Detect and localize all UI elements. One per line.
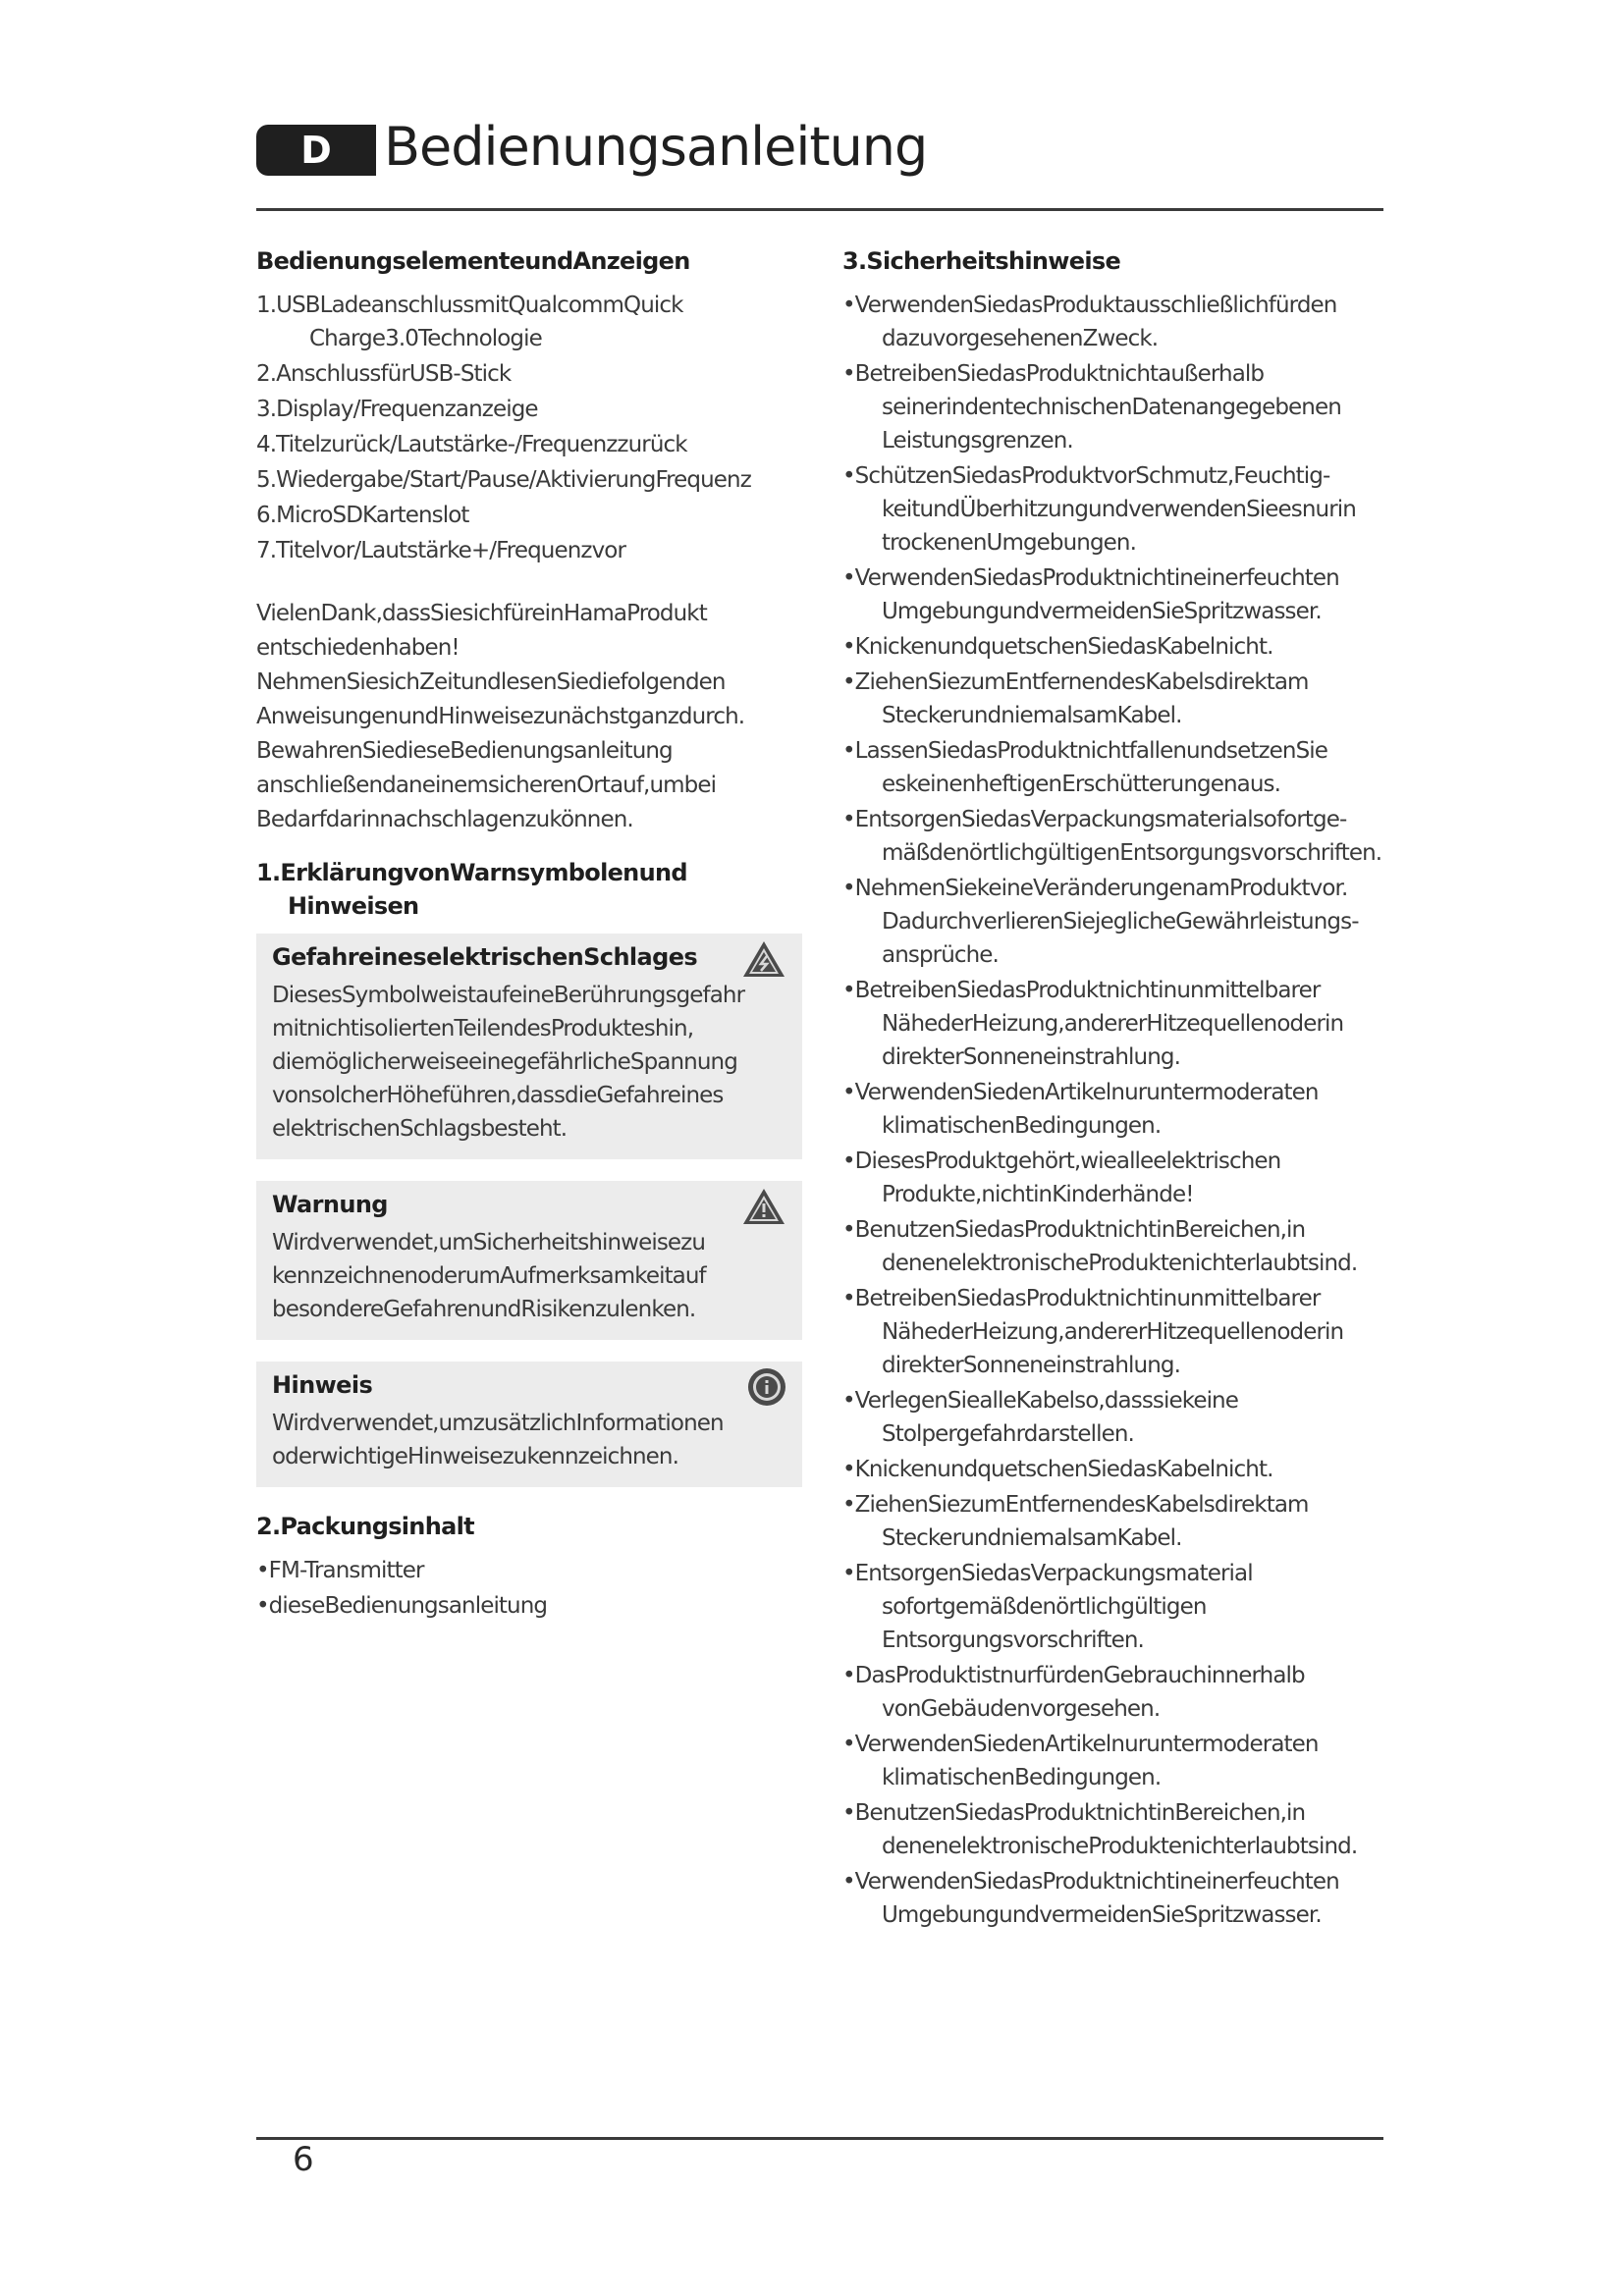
list-item-text: 7.Titelvor/Lautstärke+/Frequenzvor [256, 538, 626, 563]
list-item-text: VerwendenSiedasProduktnichtineinerfeuchten [854, 565, 1339, 591]
package-list [256, 1554, 802, 1623]
list-item-text: 2.AnschlussfürUSB-Stick [256, 361, 512, 387]
list-item-text: DasProduktistnurfürdenGebrauchinnerhalb [854, 1663, 1305, 1688]
intro-line: anschließendaneinemsicherenOrtauf,umbei [256, 773, 717, 798]
list-item: •VerwendenSiedenArtikelnuruntermoderaten klimatischenBedingungen. [842, 1076, 1383, 1143]
list-item-text: VerlegenSiealleKabelso,dasssiekeine [854, 1388, 1238, 1414]
list-item-continuation: Entsorgungsvorschriften. [882, 1628, 1144, 1653]
list-item-text: EntsorgenSiedasVerpackungsmaterial [854, 1561, 1253, 1586]
list-item-text: BenutzenSiedasProduktnichtinBereichen,in [854, 1217, 1306, 1243]
list-item-continuation: klimatischenBedingungen. [882, 1113, 1162, 1139]
list-item [256, 289, 802, 355]
list-item: •ZiehenSiezumEntfernendesKabelsdirektam SteckerundniemalsamKabel. [842, 666, 1383, 732]
list-item: •BetreibenSiedasProduktnichtinunmittelbarer NähederHeizung,andererHitzequellenoderin direkterSonneneinstrahlung. [842, 1282, 1383, 1382]
list-item-continuation: Leistungsgrenzen. [882, 428, 1073, 454]
list-item-continuation: ansprüche. [882, 942, 999, 968]
list-item-continuation: UmgebungundvermeidenSieSpritzwasser. [882, 1902, 1322, 1928]
section2-heading: 2.Packungsinhalt [256, 1513, 474, 1540]
list-item-continuation: klimatischenBedingungen. [882, 1765, 1162, 1790]
box-line: mitnichtisoliertenTeilendesProdukteshin, [272, 1016, 694, 1041]
danger-box-text [272, 979, 786, 1146]
list-item-continuation: eskeinenheftigenErschütterungenaus. [882, 772, 1280, 797]
list-item: •VerwendenSiedasProduktnichtineinerfeuchten UmgebungundvermeidenSieSpritzwasser. [842, 561, 1383, 628]
list-item-text: VerwendenSiedasProduktausschließlichfürden [854, 293, 1337, 318]
list-item-text: BetreibenSiedasProduktnichtinunmittelbarer [854, 1286, 1321, 1311]
list-item-text: VerwendenSiedenArtikelnuruntermoderaten [854, 1732, 1319, 1757]
list-item: •SchützenSiedasProduktvorSchmutz,Feuchtig- keitundÜberhitzungundverwendenSieesnurin trockenenUmgebungen. [842, 459, 1383, 560]
list-item-continuation: dazuvorgesehenenZweck. [882, 326, 1159, 351]
language-badge: D [256, 125, 376, 176]
list-item-continuation: SteckerundniemalsamKabel. [882, 703, 1182, 728]
list-item-text: BetreibenSiedasProduktnichtaußerhalb [854, 361, 1265, 387]
list-item-text: 4.Titelzurück/Lautstärke-/Frequenzzurück [256, 432, 687, 457]
section3-heading: 3.Sicherheitshinweise [842, 247, 1121, 275]
list-item-text: 6.MicroSDKartenslot [256, 503, 469, 528]
list-item-continuation: trockenenUmgebungen. [882, 530, 1137, 556]
footer-rule [256, 2137, 1383, 2140]
warning-triangle-icon [741, 1187, 786, 1226]
intro-line: Bedarfdarinnachschlagenzukönnen. [256, 807, 633, 832]
list-item [256, 428, 802, 461]
list-item: •EntsorgenSiedasVerpackungsmaterialsofortge- mäßdenörtlichgültigenEntsorgungsvorschriften. [842, 803, 1383, 870]
list-item-text: BenutzenSiedasProduktnichtinBereichen,in [854, 1800, 1306, 1826]
list-item-text: NehmenSiekeineVeränderungenamProduktvor. [854, 876, 1348, 901]
intro-paragraph [256, 597, 802, 837]
intro-line: NehmenSiesichZeitundlesenSiediefolgenden [256, 669, 726, 695]
list-item: •DasProduktistnurfürdenGebrauchinnerhalb vonGebäudenvorgesehen. [842, 1659, 1383, 1726]
list-item-text: 3.Display/Frequenzanzeige [256, 397, 538, 422]
list-item-text: ZiehenSiezumEntfernendesKabelsdirektam [854, 669, 1309, 695]
list-item: •LassenSiedasProduktnichtfallenundsetzenSie eskeinenheftigenErschütterungenaus. [842, 734, 1383, 801]
controls-list [256, 289, 802, 567]
list-item-text: SchützenSiedasProduktvorSchmutz,Feuchtig- [854, 463, 1330, 489]
list-item [256, 357, 802, 391]
list-item: •BetreibenSiedasProduktnichtinunmittelbarer NähederHeizung,andererHitzequellenoderin direkterSonneneinstrahlung. [842, 974, 1383, 1074]
list-item-text: 1.USBLadeanschlussmitQualcommQuick [256, 293, 683, 318]
list-item-text: VerwendenSiedasProduktnichtineinerfeuchten [854, 1869, 1339, 1895]
box-line: elektrischenSchlagsbesteht. [272, 1116, 568, 1142]
page-header [256, 116, 1383, 214]
list-item-text: KnickenundquetschenSiedasKabelnicht. [854, 634, 1273, 660]
list-item-continuation: NähederHeizung,andererHitzequellenoderin [882, 1319, 1344, 1345]
list-item: •BenutzenSiedasProduktnichtinBereichen,in denenelektronischeProduktenichterlaubtsind. [842, 1213, 1383, 1280]
list-item-continuation: Produkte,nichtinKinderhände! [882, 1182, 1194, 1207]
list-item: •VerwendenSiedasProduktausschließlichfürden dazuvorgesehenenZweck. [842, 289, 1383, 355]
note-box-title: Hinweis [272, 1371, 373, 1399]
note-box-text [272, 1407, 786, 1473]
box-line: oderwichtigeHinweisezukennzeichnen. [272, 1444, 679, 1469]
list-item-text: FM-Transmitter [268, 1558, 424, 1583]
warning-box-title: Warnung [272, 1191, 388, 1218]
list-item-continuation: NähederHeizung,andererHitzequellenoderin [882, 1011, 1344, 1037]
list-item: •KnickenundquetschenSiedasKabelnicht. [842, 634, 1273, 660]
danger-box-title: GefahreineselektrischenSchlages [272, 943, 698, 971]
list-item-continuation: Charge3.0Technologie [309, 326, 542, 351]
list-item: •NehmenSiekeineVeränderungenamProduktvor. DadurchverlierenSiejeglicheGewährleistungs- ansprüche. [842, 872, 1383, 972]
list-item-text: VerwendenSiedenArtikelnuruntermoderaten [854, 1080, 1319, 1105]
warning-box-text [272, 1226, 786, 1326]
document-title: Bedienungsanleitung [384, 116, 928, 178]
list-item-continuation: DadurchverlierenSiejeglicheGewährleistungs- [882, 909, 1359, 934]
list-item: •BenutzenSiedasProduktnichtinBereichen,in denenelektronischeProduktenichterlaubtsind. [842, 1796, 1383, 1863]
intro-line: entschiedenhaben! [256, 635, 460, 661]
box-line: DiesesSymbolweistaufeineBerührungsgefahr [272, 983, 745, 1008]
list-item: •ZiehenSiezumEntfernendesKabelsdirektam SteckerundniemalsamKabel. [842, 1488, 1383, 1555]
list-item-continuation: vonGebäudenvorgesehen. [882, 1696, 1161, 1722]
list-item: •DiesesProduktgehört,wiealleelektrischen Produkte,nichtinKinderhände! [842, 1145, 1383, 1211]
list-item: •BetreibenSiedasProduktnichtaußerhalb seinerindentechnischenDatenangegebenen Leistungsgrenzen. [842, 357, 1383, 457]
list-item-continuation: keitundÜberhitzungundverwendenSieesnurin [882, 497, 1356, 522]
list-item-text: LassenSiedasProduktnichtfallenundsetzenSie [854, 738, 1328, 764]
section1-heading-cont: Hinweisen [288, 892, 419, 920]
list-item-text: ZiehenSiezumEntfernendesKabelsdirektam [854, 1492, 1309, 1518]
box-line: kennzeichnenoderumAufmerksamkeitauf [272, 1263, 706, 1289]
safety-list [842, 289, 1383, 1932]
list-item: •VerwendenSiedasProduktnichtineinerfeuchten UmgebungundvermeidenSieSpritzwasser. [842, 1865, 1383, 1932]
list-item [256, 534, 802, 567]
list-item-continuation: seinerindentechnischenDatenangegebenen [882, 395, 1341, 420]
list-item-continuation: UmgebungundvermeidenSieSpritzwasser. [882, 599, 1322, 624]
list-item: •FM-Transmitter [256, 1558, 424, 1583]
list-item [256, 393, 802, 426]
list-item-text: BetreibenSiedasProduktnichtinunmittelbarer [854, 978, 1321, 1003]
warning-box [256, 1181, 802, 1340]
box-line: Wirdverwendet,umSicherheitshinweisezu [272, 1230, 706, 1255]
list-item: •VerlegenSiealleKabelso,dasssiekeine Stolpergefahrdarstellen. [842, 1384, 1383, 1451]
danger-box [256, 934, 802, 1159]
info-circle-icon [747, 1367, 786, 1407]
warning-triangle-icon [741, 939, 786, 979]
left-column [256, 247, 802, 1625]
list-item: •KnickenundquetschenSiedasKabelnicht. [842, 1457, 1273, 1482]
intro-line: BewahrenSiedieseBedienungsanleitung [256, 738, 673, 764]
section1-heading: 1.ErklärungvonWarnsymbolenund [256, 859, 687, 886]
list-item-text: KnickenundquetschenSiedasKabelnicht. [854, 1457, 1273, 1482]
box-line: vonsolcherHöheführen,dassdieGefahreines [272, 1083, 724, 1108]
list-item-continuation: direkterSonneneinstrahlung. [882, 1044, 1180, 1070]
list-item-continuation: denenelektronischeProduktenichterlaubtsind. [882, 1834, 1358, 1859]
intro-line: VielenDank,dassSiesichfüreinHamaProdukt [256, 601, 707, 626]
list-item-continuation: Stolpergefahrdarstellen. [882, 1421, 1134, 1447]
box-line: besondereGefahrenundRisikenzulenken. [272, 1297, 696, 1322]
list-item: •EntsorgenSiedasVerpackungsmaterial sofortgemäßdenörtlichgültigen Entsorgungsvorschriften. [842, 1557, 1383, 1657]
list-item-text: DiesesProduktgehört,wiealleelektrischen [854, 1148, 1281, 1174]
list-item-text: 5.Wiedergabe/Start/Pause/AktivierungFrequenz [256, 467, 751, 493]
list-item: •VerwendenSiedenArtikelnuruntermoderaten klimatischenBedingungen. [842, 1728, 1383, 1794]
header-rule [256, 208, 1383, 211]
list-item-continuation: sofortgemäßdenörtlichgültigen [882, 1594, 1207, 1620]
right-column [842, 247, 1383, 1934]
note-box [256, 1362, 802, 1487]
page-number: 6 [293, 2140, 314, 2179]
list-item-text: EntsorgenSiedasVerpackungsmaterialsofortge- [854, 807, 1347, 832]
list-item-continuation: SteckerundniemalsamKabel. [882, 1525, 1182, 1551]
box-line: Wirdverwendet,umzusätzlichInformationen [272, 1411, 724, 1436]
list-item: •dieseBedienungsanleitung [256, 1593, 548, 1619]
list-item-continuation: mäßdenörtlichgültigenEntsorgungsvorschriften. [882, 840, 1382, 866]
list-item [256, 499, 802, 532]
controls-heading: BedienungselementeundAnzeigen [256, 247, 690, 275]
list-item-continuation: direkterSonneneinstrahlung. [882, 1353, 1180, 1378]
list-item-text: dieseBedienungsanleitung [268, 1593, 548, 1619]
list-item-continuation: denenelektronischeProduktenichterlaubtsind. [882, 1251, 1358, 1276]
intro-line: AnweisungenundHinweisezunächstganzdurch. [256, 704, 745, 729]
list-item [256, 463, 802, 497]
box-line: diemöglicherweiseeinegefährlicheSpannung [272, 1049, 737, 1075]
